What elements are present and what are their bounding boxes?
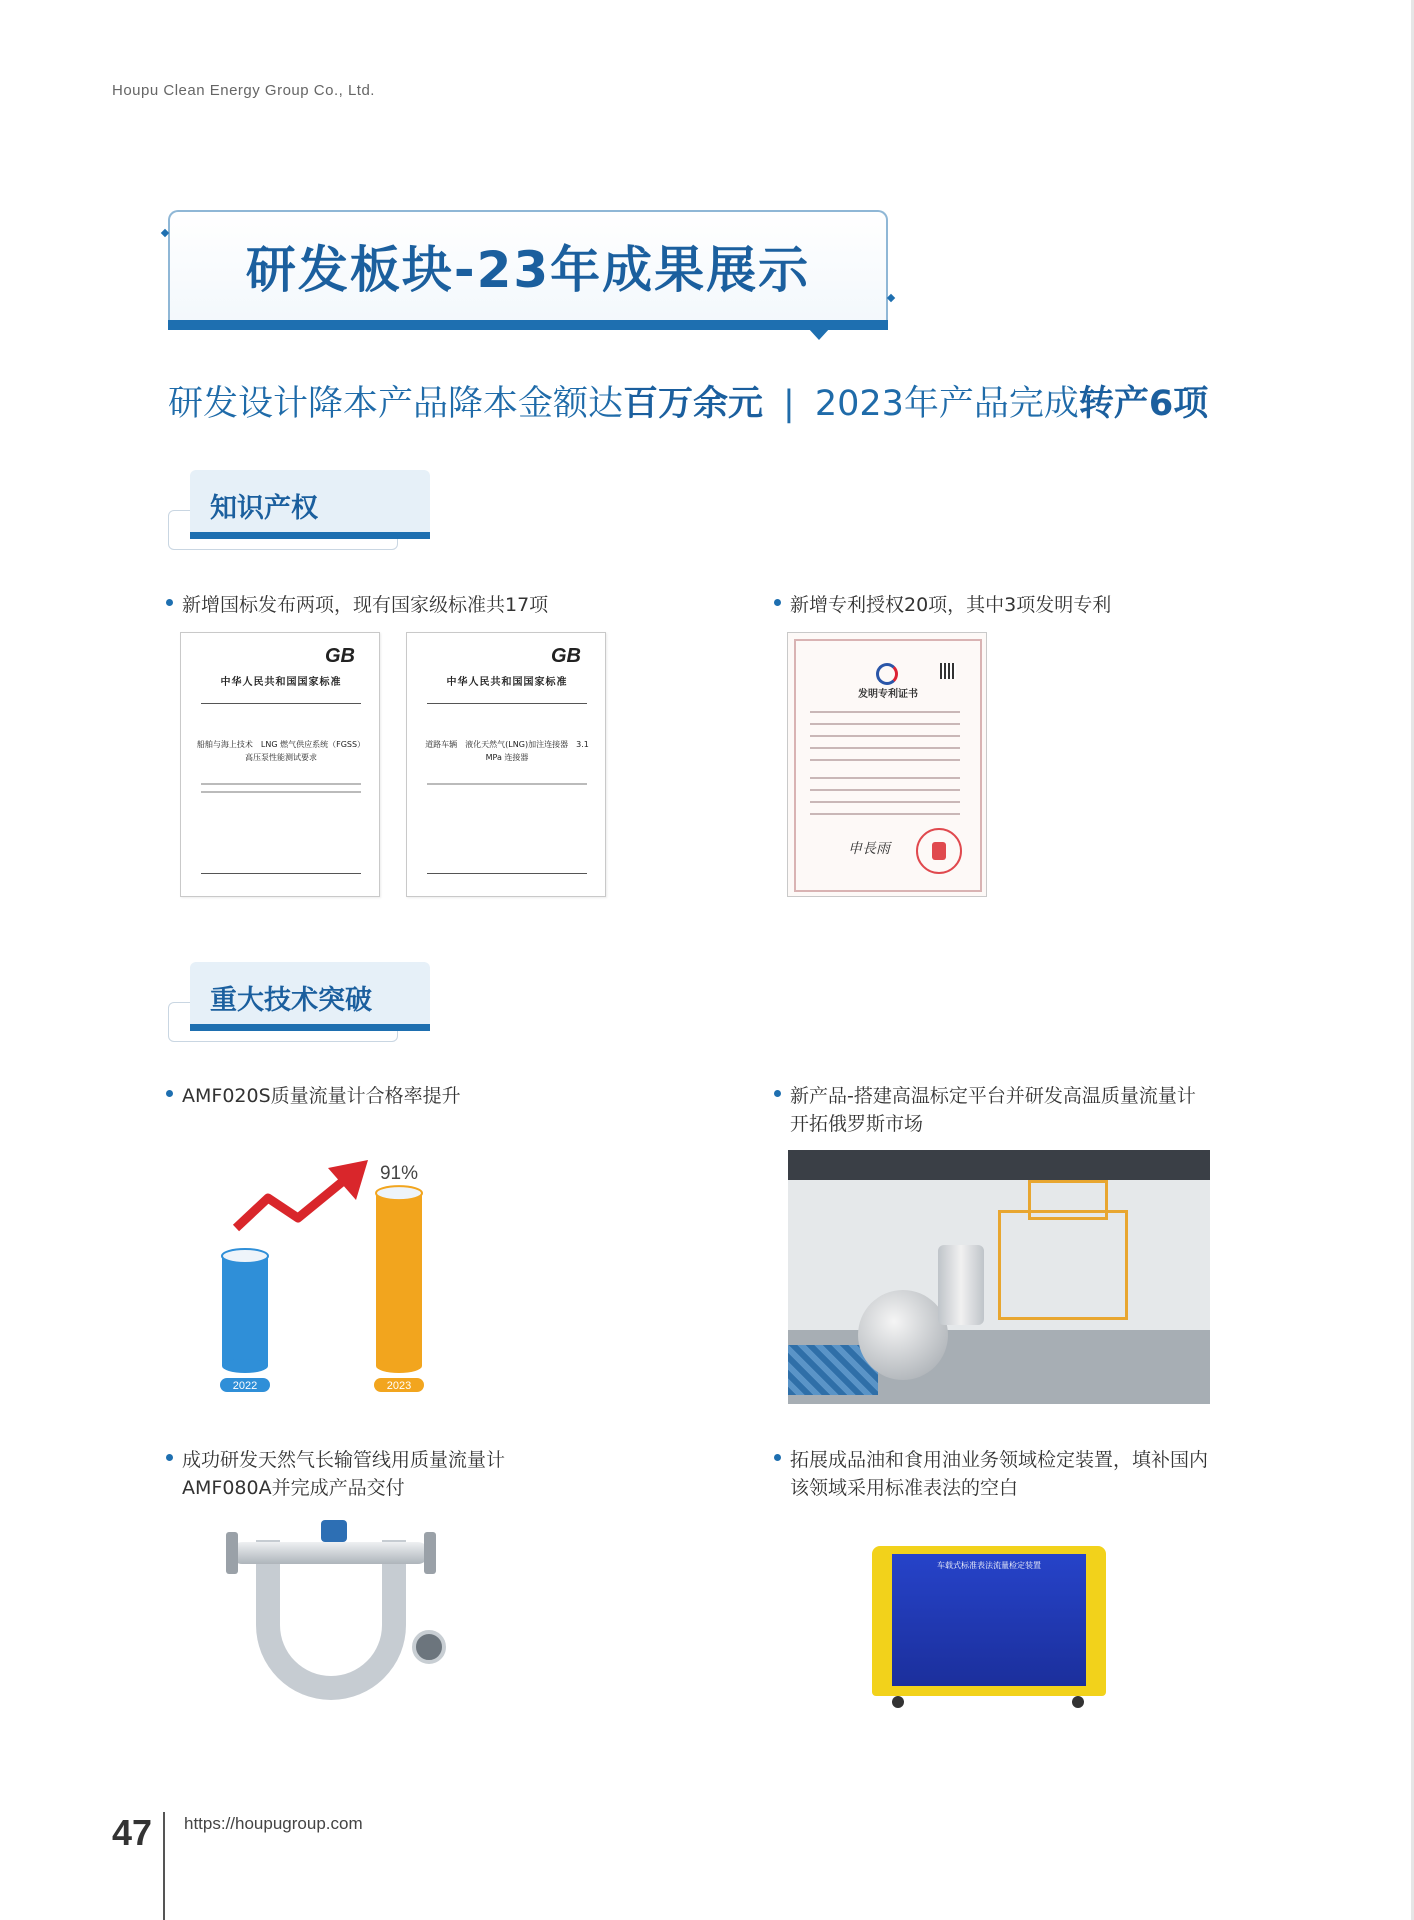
doc-rule <box>201 703 361 704</box>
bar-2022 <box>222 1256 268 1366</box>
bar-base-2023 <box>376 1359 422 1373</box>
section-tech-label: 重大技术突破 <box>210 985 372 1016</box>
bullet-oil-line1: 拓展成品油和食用油业务领域检定装置，填补国内 <box>790 1449 1209 1471</box>
cabinet-wheel <box>1072 1696 1084 1708</box>
section-ip-label: 知识产权 <box>210 493 318 524</box>
headline <box>168 376 1208 426</box>
headline-separator: | <box>783 384 795 424</box>
official-seal-icon <box>916 828 962 874</box>
meter-u-tube <box>256 1540 406 1700</box>
meter-sensor-head <box>321 1520 347 1542</box>
calibration-device-image <box>862 1538 1116 1708</box>
bullet-amf080a-line2: AMF080A并完成产品交付 <box>182 1477 405 1499</box>
patent-certificate <box>787 632 987 897</box>
photo-platform-rail <box>1028 1180 1108 1220</box>
doc-issuer: 中华人民共和国国家标准 <box>220 677 342 688</box>
patent-office-logo-icon <box>876 663 898 685</box>
bar-base-2022 <box>222 1359 268 1373</box>
certificate-text-line <box>810 747 960 749</box>
headline-part1-bold: 百万余元 <box>623 384 764 424</box>
bullet-standards <box>166 591 548 619</box>
photo-tank <box>858 1290 948 1380</box>
bullet-patents-text: 新增专利授权20项，其中3项发明专利 <box>790 594 1112 616</box>
bar-cap-2023 <box>376 1186 422 1200</box>
bullet-amf080a-line1: 成功研发天然气长输管线用质量流量计 <box>182 1449 506 1471</box>
doc-text-line <box>201 791 361 793</box>
doc-text-line <box>201 783 361 785</box>
doc-issuer: 中华人民共和国国家标准 <box>446 677 568 688</box>
bullet-amf080a <box>166 1446 505 1502</box>
certificate-text-line <box>810 813 960 815</box>
bullet-new-product-line1: 新产品-搭建高温标定平台并研发高温质量流量计 <box>790 1085 1196 1107</box>
section-bar <box>190 532 430 539</box>
bar-2023 <box>376 1193 422 1366</box>
photo-steel-frame <box>998 1210 1128 1320</box>
meter-flange-right <box>424 1532 436 1574</box>
certificate-text-line <box>810 711 960 713</box>
mass-flow-meter-image <box>226 1520 466 1720</box>
certificate-text-line <box>810 723 960 725</box>
bullet-dot <box>774 1454 781 1461</box>
photo-ceiling <box>788 1150 1210 1180</box>
meter-pipe <box>232 1542 428 1564</box>
category-label-2023: 2023 <box>386 1380 412 1392</box>
cabinet-label: 车载式标准表法流量检定装置 <box>937 1561 1041 1570</box>
certificate-text-line <box>810 789 960 791</box>
bullet-oil <box>774 1446 1208 1502</box>
meter-transmitter-display <box>412 1630 446 1664</box>
high-temp-calibration-platform-photo <box>788 1150 1210 1404</box>
doc-text-line <box>427 783 587 785</box>
doc-footer-rule <box>427 873 587 874</box>
signature: 申長雨 <box>848 841 890 857</box>
bullet-new-product-line2: 开拓俄罗斯市场 <box>790 1113 924 1135</box>
bullet-new-product <box>774 1082 1196 1138</box>
certificate-text-line <box>810 801 960 803</box>
footer-url[interactable]: https://houpugroup.com <box>184 1814 363 1833</box>
bar-cap-2022 <box>222 1249 268 1263</box>
photo-vessel <box>938 1245 984 1325</box>
gb-logo: GB <box>325 645 355 667</box>
trend-arrow <box>236 1182 342 1228</box>
meter-flange-left <box>226 1532 238 1574</box>
cabinet-wheel <box>892 1696 904 1708</box>
bullet-dot <box>166 1090 173 1097</box>
doc-footer-rule <box>201 873 361 874</box>
headline-part2-bold: 转产6项 <box>1078 384 1209 424</box>
value-label-2023: 91% <box>379 1163 419 1185</box>
footer-divider <box>163 1812 165 1920</box>
qr-code-icon <box>940 663 956 679</box>
category-label-2022: 2022 <box>232 1380 258 1392</box>
banner-ornament-right <box>887 294 895 302</box>
title-underline <box>168 320 888 330</box>
certificate-text-line <box>810 735 960 737</box>
headline-part1: 研发设计降本产品降本金额达 <box>168 384 624 424</box>
certificate-text-line <box>810 759 960 761</box>
bullet-dot <box>166 1454 173 1461</box>
bullet-dot <box>774 1090 781 1097</box>
section-tech <box>168 962 438 1042</box>
title-banner <box>168 210 888 340</box>
gb-standard-doc-1 <box>180 632 380 897</box>
certificate-title: 发明专利证书 <box>858 689 918 700</box>
chart-svg <box>200 1130 460 1410</box>
certificate-text-line <box>810 777 960 779</box>
section-ip <box>168 470 438 550</box>
bullet-oil-line2: 该领域采用标准表法的空白 <box>790 1477 1019 1499</box>
doc-title: 道路车辆 液化天然气(LNG)加注连接器 3.1 MPa 连接器 <box>425 740 589 762</box>
cabinet-panel <box>892 1554 1086 1686</box>
title-notch <box>808 328 830 340</box>
bullet-amf020s <box>166 1082 461 1110</box>
doc-rule <box>427 703 587 704</box>
pass-rate-chart <box>200 1130 460 1410</box>
page-title: 研发板块-23年成果展示 <box>245 241 811 299</box>
section-bar <box>190 1024 430 1031</box>
doc-title: 船舶与海上技术 LNG 燃气供应系统（FGSS）高压泵性能测试要求 <box>196 740 366 762</box>
bullet-amf020s-text: AMF020S质量流量计合格率提升 <box>182 1085 461 1107</box>
page-number: 47 <box>112 1812 153 1853</box>
gb-standard-doc-2 <box>406 632 606 897</box>
bullet-patents <box>774 591 1111 619</box>
gb-logo: GB <box>551 645 581 667</box>
bullet-dot <box>166 599 173 606</box>
bullet-dot <box>774 599 781 606</box>
bullet-standards-text: 新增国标发布两项，现有国家级标准共17项 <box>182 594 549 616</box>
headline-part2: 2023年产品完成 <box>814 384 1079 424</box>
company-name: Houpu Clean Energy Group Co., Ltd. <box>112 82 375 99</box>
